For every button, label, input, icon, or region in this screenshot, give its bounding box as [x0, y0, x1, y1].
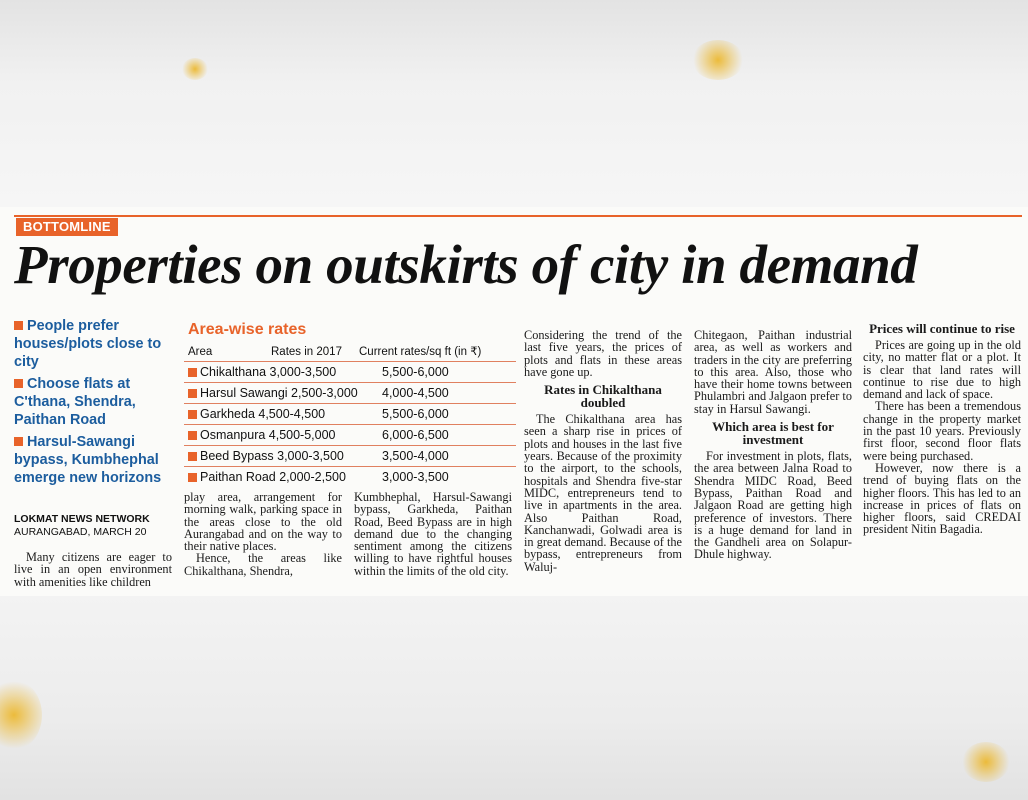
- paragraph: play area, arrangement for morning walk, parking space in the areas close to the old Aurangabad and on the way to their native places.: [184, 490, 342, 554]
- rates-row: [184, 361, 516, 382]
- paragraph: Considering the trend of the last five years, the prices of plots and flats in these areas have gone up.: [524, 328, 682, 379]
- highlight-text: Harsul-Sawangi bypass, Kumbhephal emerge new horizons: [14, 434, 162, 486]
- highlight-text: People prefer houses/plots close to city: [14, 318, 162, 370]
- paragraph: Prices are going up in the old city, no matter flat or a plot. It is clear that land rates will continue to rise due to high demand and lack of space.: [863, 338, 1021, 402]
- byline: [14, 513, 184, 539]
- rates-row: [184, 445, 516, 466]
- area-rate-2017: Chikalthana 3,000-3,500: [200, 365, 337, 379]
- area-rate-2017: Harsul Sawangi 2,500-3,000: [200, 386, 358, 400]
- bullet-square: [188, 389, 197, 398]
- highlight-item: [14, 317, 174, 371]
- light-glint: [182, 58, 208, 80]
- subheading: Which area is best for investment: [712, 419, 834, 448]
- area-rate-2017: Osmanpura 4,500-5,000: [200, 428, 336, 442]
- byline-dateline: AURANGABAD, MARCH 20: [14, 526, 147, 538]
- body-column-2: [184, 491, 342, 577]
- rates-row: [184, 424, 516, 445]
- photo-background-top: [0, 0, 1028, 208]
- section-rule: [14, 215, 1022, 217]
- highlights: [14, 317, 174, 491]
- paragraph: For investment in plots, flats, the area between Jalna Road to Shendra MIDC Road, Beed Bypass, Paithan Road and Jalgaon Road are getting high preference of investors. There is a huge demand for land in the Gandheli area on Solapur-Dhule highway.: [694, 449, 852, 562]
- byline-agency: LOKMAT NEWS NETWORK: [14, 513, 150, 525]
- highlight-item: [14, 433, 174, 487]
- paragraph: There has been a tremendous change in the property market in the past 10 years. Previously first floor, second floor flats were being purchased.: [863, 399, 1021, 463]
- paragraph: Hence, the areas like Chikalthana, Shendra,: [184, 551, 342, 578]
- body-column-4: [524, 329, 682, 573]
- rates-row: [184, 382, 516, 403]
- area-rate-2017: Garkheda 4,500-4,500: [200, 407, 326, 421]
- current-rate: 6,000-6,500: [382, 428, 449, 442]
- highlight-item: [14, 375, 174, 429]
- current-rate: 5,500-6,000: [382, 407, 449, 421]
- body-column-3: [354, 491, 512, 577]
- paragraph: Many citizens are eager to live in an open environment with amenities like children: [14, 550, 172, 589]
- headline: Properties on outskirts of city in demand: [14, 234, 918, 295]
- header-area: Area: [188, 346, 213, 358]
- paragraph: Kumbhephal, Harsul-Sawangi bypass, Garkheda, Paithan Road, Beed Bypass are in high demand due to the changing sentiment among the citizens willing to have rightful houses within the limits of the old city.: [354, 490, 512, 578]
- subheading: Rates in Chikalthana doubled: [544, 382, 662, 411]
- rates-row: [184, 466, 516, 487]
- body-column-5: [694, 329, 852, 561]
- rates-header-row: [184, 343, 516, 361]
- body-column-6: [863, 317, 1021, 536]
- current-rate: 5,500-6,000: [382, 365, 449, 379]
- current-rate: 3,000-3,500: [382, 470, 449, 484]
- highlight-text: Choose flats at C'thana, Shendra, Paithan Road: [14, 376, 136, 428]
- bullet-square: [188, 473, 197, 482]
- section-tag: BOTTOMLINE: [16, 218, 118, 236]
- photo-background-bottom: [0, 596, 1028, 800]
- paragraph: However, now there is a trend of buying flats on the higher floors. This has led to an increase in prices of flats on higher floors, said CREDAI president Nitin Bagadia.: [863, 460, 1021, 537]
- area-rate-2017: Beed Bypass 3,000-3,500: [200, 449, 344, 463]
- light-glint: [962, 742, 1010, 782]
- header-current-rates: Current rates/sq ft (in ₹): [359, 346, 482, 358]
- rates-row: [184, 403, 516, 424]
- paragraph: The Chikalthana area has seen a sharp rise in prices of plots and houses in the last five years. Because of the proximity to the airport, to the schools, hospitals and Shendra five-star MIDC, entrepreneurs tend to live in apartments in the area. Also Paithan Road, Kanchanwadi, Golwadi area is in great demand. Because of the bypass, entrepreneurs from Waluj-: [524, 412, 682, 574]
- light-glint: [692, 40, 744, 80]
- area-rate-2017: Paithan Road 2,000-2,500: [200, 470, 346, 484]
- current-rate: 3,500-4,000: [382, 449, 449, 463]
- body-column-1: [14, 551, 172, 588]
- paragraph: Chitegaon, Paithan industrial area, as well as workers and traders in the city are preferring to this area. Also, those who have their home towns between Phulambri and Jalgaon prefer to stay in Harsul Sawangi.: [694, 328, 852, 416]
- newspaper-clipping: [0, 207, 1028, 596]
- current-rate: 4,000-4,500: [382, 386, 449, 400]
- bullet-square: [188, 431, 197, 440]
- bullet-square: [188, 368, 197, 377]
- bullet-square: [14, 379, 23, 388]
- bullet-square: [14, 437, 23, 446]
- bullet-square: [188, 452, 197, 461]
- rates-table: [184, 321, 516, 487]
- bullet-square: [188, 410, 197, 419]
- rates-title: Area-wise rates: [188, 321, 307, 338]
- header-rates-2017: Rates in 2017: [271, 346, 342, 358]
- subheading: Prices will continue to rise: [869, 321, 1015, 336]
- bullet-square: [14, 321, 23, 330]
